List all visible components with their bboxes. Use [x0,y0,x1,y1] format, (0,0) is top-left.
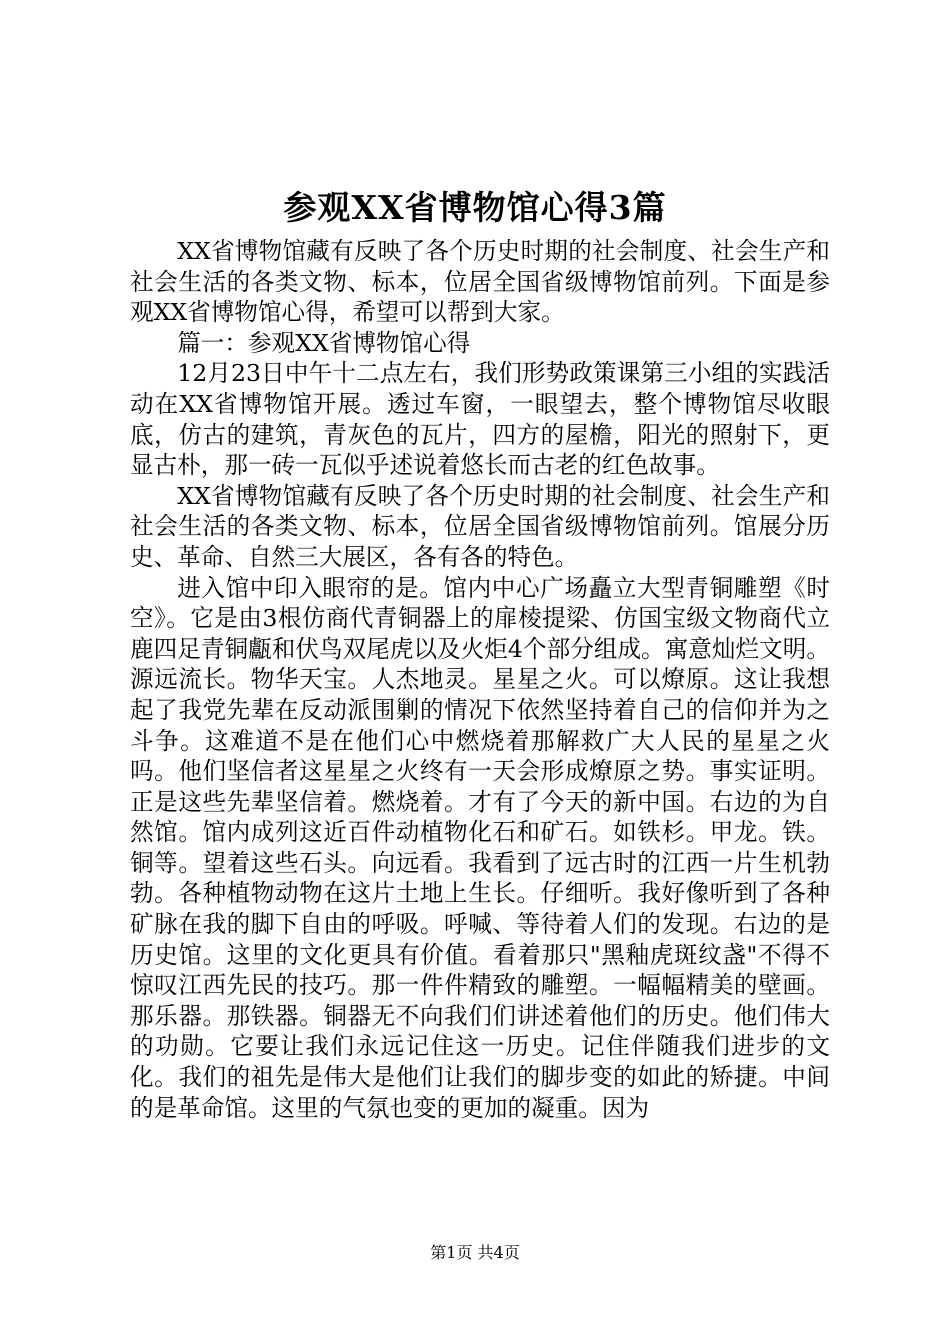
body-paragraph: 12月23日中午十二点左右，我们形势政策课第三小组的实践活动在XX省博物馆开展。透过车窗，一眼望去，整个博物馆尽收眼底，仿古的建筑，青灰色的瓦片，四方的屋檐，阳光的照射下，更显古朴，那一砖一瓦似乎述说着悠长而古老的红色故事。 [130,359,830,480]
document-title: 参观XX省博物馆心得3篇 [283,188,667,227]
body-paragraph: 进入馆中印入眼帘的是。馆内中心广场矗立大型青铜雕塑《时空》。它是由3根仿商代青铜器上的扉棱提梁、仿国宝级文物商代立鹿四足青铜甗和伏鸟双尾虎以及火炬4个部分组成。寓意灿烂文明。源远流长。物华天宝。人杰地灵。星星之火。可以燎原。这让我想起了我党先辈在反动派围剿的情况下依然坚持着自己的信仰并为之斗争。这难道不是在他们心中燃烧着那解救广大人民的星星之火吗。他们坚信者这星星之火终有一天会形成燎原之势。事实证明。正是这些先辈坚信着。燃烧着。才有了今天的新中国。右边的为自然馆。馆内成列这近百件动植物化石和矿石。如铁杉。甲龙。铁。铜等。望着这些石头。向远看。我看到了远古时的江西一片生机勃勃。各种植物动物在这片土地上生长。仔细听。我好像听到了各种矿脉在我的脚下自由的呼吸。呼喊、等待着人们的发现。右边的是历史馆。这里的文化更具有价值。看着那只"黑釉虎斑纹盏"不得不惊叹江西先民的技巧。那一件件精致的雕塑。一幅幅精美的壁画。那乐器。那铁器。铜器无不向我们们讲述着他们的历史。他们伟大的功勋。它要让我们永远记住这一历史。记住伴随我们进步的文化。我们的祖先是伟大是他们让我们的脚步变的如此的矫捷。中间的是革命馆。这里的气氛也变的更加的凝重。因为 [130,573,830,1122]
section-heading: 篇一：参观XX省博物馆心得 [177,328,471,357]
document-body [130,236,830,1123]
intro-paragraph: XX省博物馆藏有反映了各个历史时期的社会制度、社会生产和社会生活的各类文物、标本，位居全国省级博物馆前列。下面是参观XX省博物馆心得，希望可以帮到大家。 [130,237,830,327]
page-number-footer: 第1页 共4页 [430,1243,520,1262]
body-paragraph: XX省博物馆藏有反映了各个历史时期的社会制度、社会生产和社会生活的各类文物、标本，位居全国省级博物馆前列。馆展分历史、革命、自然三大展区，各有各的特色。 [130,481,830,571]
